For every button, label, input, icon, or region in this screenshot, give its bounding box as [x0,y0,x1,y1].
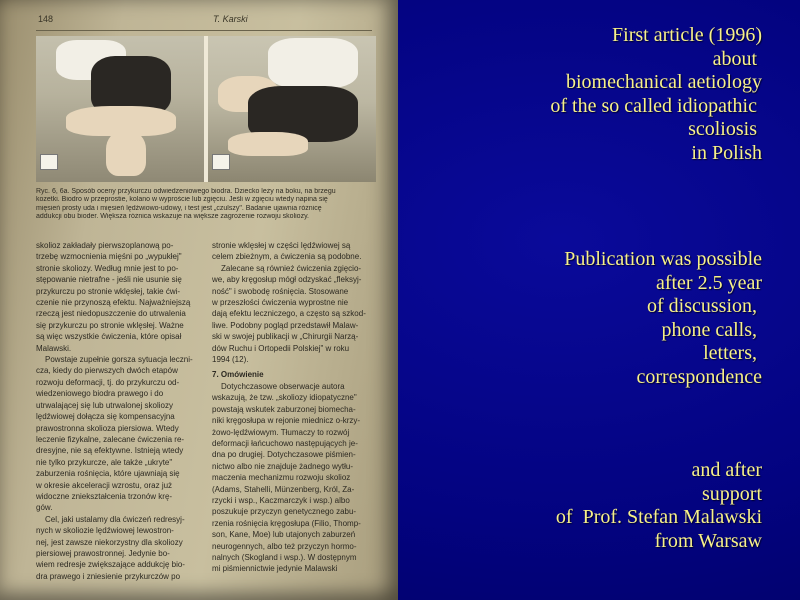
article-line: skolioz zakładały pierwszoplanową po- [36,241,174,250]
article-line: maczenia mechanizmu rozwoju skolioz [212,473,351,483]
article-line: się przykurczu po stronie wklęsłej. Ważne [36,320,184,330]
article-line: trzebę wzmocnienia mięśni po „wypukłej" [36,252,182,262]
caption-line: addukcji obu bioder. Większa różnica wskazuje na większe zagrożenie rozwoju skoliozy. [36,213,309,221]
article-line: Dotychczasowe obserwacje autora [221,381,345,391]
slide-text-line: phone calls, [661,318,762,341]
slide-text-line: correspondence [636,365,762,388]
slide-text-line: after 2.5 year [655,271,762,294]
article-line: rzeczą jest niedopuszczenie do utrwalenia [36,309,186,319]
slide-text-line: Publication was possible [564,248,762,270]
page-number: 148 [38,14,54,24]
article-line: Zalecane są również ćwiczenia zgięcio- [221,263,362,273]
caption-line: Ryc. 6, 6a. Sposób oceny przykurczu odwiedzeniowego biodra. Dziecko leży na boku, na brzegu [36,188,336,195]
figure-tag-right [212,154,230,170]
article-line: prawostronna skolioza piersiowa. Wtedy [36,423,179,433]
article-line: leczenie fizykalne, zalecane ćwiczenia re- [36,434,185,444]
article-line: neurogennych, albo też przyczyn hormo- [212,541,357,551]
article-line: piersiowej prawostronnej. Jedynie bo- [36,548,170,558]
slide-text-line: of the so called idiopathic [550,94,762,117]
article-line: wiedzeniowego biodra prawego i do [36,389,164,399]
article-line: poszukuje przyczyn genetycznego zabu- [212,507,357,517]
slide-text-line: of discussion, [647,295,762,317]
figure-photo-left [36,36,204,182]
figure-caption [36,188,372,222]
slide-text-line: First article (1996) [612,24,762,46]
article-line: w okresie akceleracji wzrostu, oraz już [36,480,173,490]
article-line: stronie skoliozy. Według mnie jest to po- [36,263,179,273]
slide-text-line: biomechanical aetiology [565,71,762,93]
article-line: rzenia rośnięcia kręgosłupa (Filio, Thomp- [212,518,361,528]
article-line: przykurczu po stronie wklęsłej, takie ćwi- [36,286,181,296]
article-line: son, Kane, Moe) lub utajonych zaburzeń [212,530,356,540]
article-line: Powstaje zupełnie gorsza sytuacja leczni- [45,355,193,365]
article-line: stępowanie nietrafne - jeśli nie usunie się [36,275,182,285]
article-line: ski w swojej publikacji w „Chirurgii Narzą- [212,332,359,342]
article-line: wskazują, że tzw. „skoliozy idiopatyczne" [212,393,357,403]
slide-text-block-publication [564,248,762,389]
slide-text-line: support [702,482,762,505]
slide-text-line: scoliosis [688,118,762,140]
article-line: dresyjne, nie są efektywne. Istnieją wtedy [36,446,184,456]
section-heading: 7. Omówienie [212,370,264,380]
slide-text-line: about [712,47,762,70]
article-line: Malawski. [36,343,72,353]
article-line: deformacji łańcuchowo następujących je- [212,438,358,448]
article-line: w przeszłości ćwiczenia wyprostne nie [212,298,349,308]
article-line: są więc wszystkie ćwiczenia, które opisał [36,332,182,342]
slide-text-line: of Prof. Stefan Malawski [555,506,762,528]
article-line: celem zbieżnym, a ćwiczenia są podobne. [212,252,362,262]
article-line: powstają wskutek zaburzonej biomecha- [212,404,356,414]
article-line: dra prawego i zniesienie przykurczów po [36,571,181,581]
page-author: T. Karski [213,14,248,24]
article-line: nych w skoliozie lędźwiowej lewostron- [36,526,174,536]
slide-text-line: in Polish [691,141,762,164]
figure-tag-left [40,154,58,170]
article-line: Cel, jaki ustalamy dla ćwiczeń redresyj- [45,514,185,524]
article-line: we, aby kręgosłup mógł odzyskać „fleksyj- [212,275,362,285]
article-line: nie tylko przykurcze, ale także „ukryte" [36,457,173,467]
article-line: liwe. Podobny pogląd przedstawił Malaw- [212,320,359,330]
header-rule [36,30,372,31]
article-line: mi piśmiennictwie jedynie Malawski [212,564,338,574]
article-line: dów Ruchu i Ortopedii Polskiej" w roku [212,343,350,353]
caption-line: mięsień prosty uda i mięsień lędźwiowo-udowy, i test jest „czulszy". Badanie ujawnia różnicę [36,204,322,212]
slide-text-line: from Warsaw [654,529,762,552]
article-figure [36,36,376,182]
slide-text-block-title [550,24,762,165]
article-line: żowo-lędźwiowym. Tłumaczy to rozwój [212,427,350,437]
article-line: zaburzenia rośnięcia, które ujawniają się [36,469,180,479]
article-line: wiem redresje zwiększające addukcję bio- [36,560,185,570]
article-line: (Adams, Stahelli, Münzenberg, Król, Za- [212,484,355,494]
slide-text-line: and after [691,459,762,481]
article-line: niki kręgosłupa w rejonie miednicz o-krzy- [212,416,361,426]
slide-text-block-support [556,459,762,553]
article-line: nej, jest zawsze niekorzystny dla skoliozy [36,537,183,547]
caption-line: kozetki. Biodro w przeprostie, kolano w wyproście lub zgięciu. Jeśli w zgięciu wtedy napina się [36,196,328,204]
article-line: 1994 (12). [212,355,249,365]
article-line: lędźwiowej dołącza się kompensacyjna [36,412,175,422]
article-line: czenie nie przynoszą efektu. Najważniejszą [36,298,191,308]
article-line: gów. [36,503,53,513]
article-line: rzycki i wsp., Kaczmarczyk i wsp.) albo [212,495,350,505]
article-line: cza, kiedy do pierwszych dwóch etapów [36,366,178,376]
article-line: stronie wklęsłej w części lędźwiowej są [212,241,351,250]
scanned-article-photo [0,0,398,600]
article-line: dna po drugiej. Dotychczasowe piśmien- [212,450,356,460]
slide-text-line: letters, [703,342,762,364]
article-line: ność" i swobodę rośnięcia. Stosowane [212,286,349,296]
figure-photo-right [208,36,376,182]
article-line: widoczne zniekształcenia trzonów krę- [36,491,173,501]
article-column-left [36,240,201,582]
article-line: nalnych (Skogland i wsp.). W dostępnym [212,552,357,562]
page-header [38,14,368,30]
article-line: rozwoju deformacji, tj. do przykurczu od- [36,377,180,387]
article-line: dają efektu leczniczego, a często są szkod- [212,309,366,319]
article-column-right [212,240,377,575]
article-line: utrwalającej się lub utrwalonej skoliozy [36,400,173,410]
article-line: nictwo albo nie znajduje żadnego wytłu- [212,461,353,471]
